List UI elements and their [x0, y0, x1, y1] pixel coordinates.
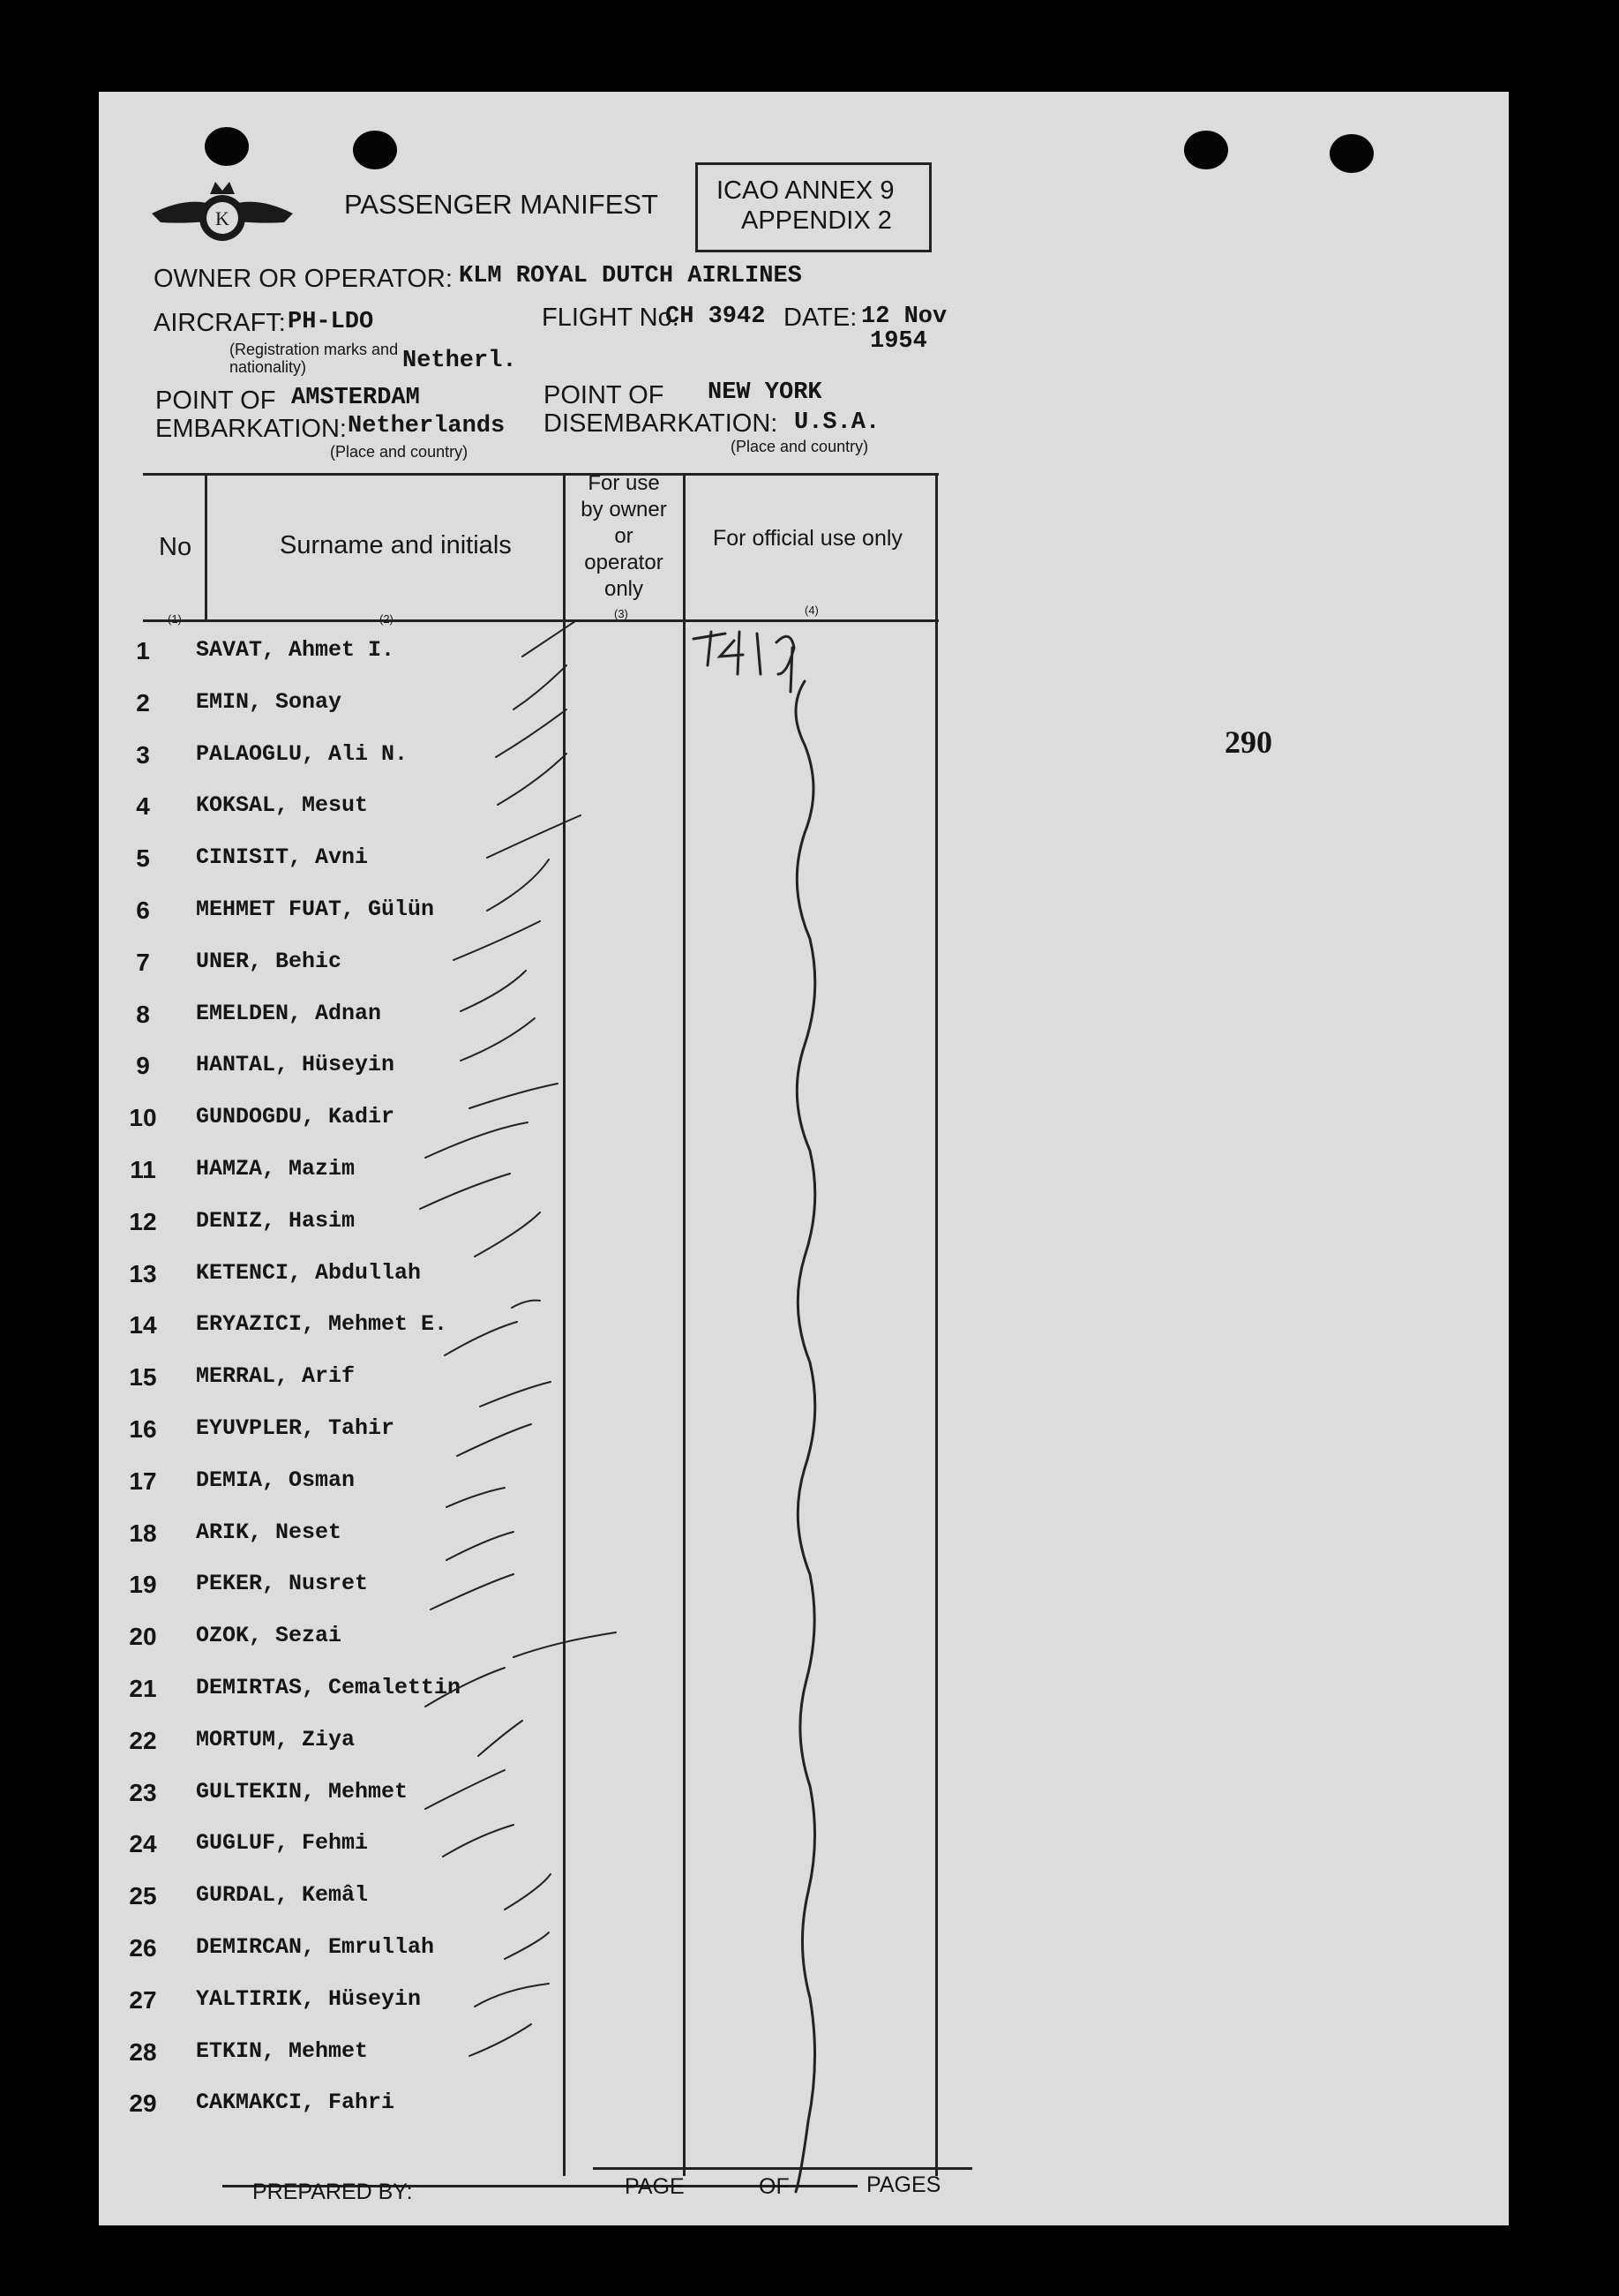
aircraft-label: AIRCRAFT: [154, 309, 286, 337]
table-row [116, 1610, 646, 1662]
passenger-name: DEMIRTAS, Cemalettin [196, 1675, 461, 1700]
passenger-name: KOKSAL, Mesut [196, 792, 369, 819]
row-number: 5 [136, 844, 150, 873]
table-row [116, 1455, 646, 1506]
col-surname-num: (2) [379, 612, 394, 626]
manifest-sheet [99, 92, 1509, 2225]
passenger-name: SAVAT, Ahmet I. [196, 637, 395, 663]
table-row [116, 1196, 646, 1247]
passenger-name: GURDAL, Kemâl [196, 1882, 369, 1909]
passenger-name: OZOK, Sezai [196, 1623, 342, 1649]
date-year: 1954 [870, 328, 927, 355]
passenger-name: PEKER, Nusret [196, 1571, 369, 1597]
flight-value: CH 3942 [665, 304, 766, 330]
icao-annex-line: ICAO ANNEX 9 [716, 176, 895, 205]
passenger-name: HAMZA, Mazim [196, 1156, 356, 1182]
table-row [116, 677, 646, 728]
table-row [116, 1974, 646, 2025]
col-owner-num: (3) [614, 607, 628, 620]
passenger-name: DENIZ, Hasim [196, 1207, 356, 1234]
disembark-label-2: DISEMBARKATION: [543, 409, 778, 438]
row-number: 2 [136, 688, 150, 717]
owner-value: KLM ROYAL DUTCH AIRLINES [459, 263, 802, 289]
row-number: 23 [129, 1778, 157, 1806]
col-no-num: (1) [168, 612, 182, 626]
col-owner-line1: For use [588, 471, 660, 495]
aircraft-note: (Registration marks and nationality) [229, 341, 399, 376]
row-number: 29 [129, 2090, 157, 2118]
owner-label: OWNER OR OPERATOR: [154, 265, 453, 293]
passenger-name: EYUVPLER, Tahir [196, 1415, 395, 1441]
table-row [116, 2026, 646, 2077]
passenger-name: MORTUM, Ziya [196, 1726, 356, 1752]
row-number: 21 [129, 1675, 157, 1702]
date-value: 12 Nov [861, 304, 948, 330]
row-number: 20 [129, 1623, 157, 1651]
table-row [116, 1092, 646, 1143]
passenger-name: YALTIRIK, Hüseyin [196, 1985, 422, 2012]
col-owner-line2: by owner [581, 498, 667, 521]
row-number: 4 [136, 792, 150, 821]
row-number: 12 [129, 1207, 157, 1235]
table-row [116, 1403, 646, 1454]
table-row [116, 1870, 646, 1921]
table-header-rule [143, 619, 939, 622]
passenger-name: HANTAL, Hüseyin [196, 1052, 395, 1078]
passenger-name: ERYAZICI, Mehmet E. [196, 1311, 448, 1338]
icao-appendix-line: APPENDIX 2 [741, 206, 892, 235]
row-number: 9 [136, 1052, 150, 1080]
row-number: 8 [136, 1000, 150, 1028]
aircraft-nationality: Netherl. [402, 348, 517, 374]
table-row [116, 1714, 646, 1766]
col4-right-rule [935, 475, 938, 2176]
svg-text:K: K [215, 207, 229, 229]
col-owner-line4: operator [584, 551, 663, 574]
row-number: 13 [129, 1259, 157, 1287]
table-row [116, 1299, 646, 1350]
table-row [116, 1144, 646, 1195]
embark-place: AMSTERDAM [291, 385, 420, 411]
passenger-name: DEMIA, Osman [196, 1467, 356, 1493]
table-row [116, 884, 646, 935]
stamp-number: 290 [1225, 724, 1272, 760]
passenger-name: EMELDEN, Adnan [196, 1000, 382, 1026]
table-row [116, 1248, 646, 1299]
passenger-name: GULTEKIN, Mehmet [196, 1778, 408, 1805]
table-row [116, 780, 646, 831]
row-number: 24 [129, 1830, 157, 1858]
row-number: 7 [136, 948, 150, 976]
date-label: DATE: [783, 304, 858, 332]
passenger-name: CINISIT, Avni [196, 844, 369, 871]
table-row [116, 1767, 646, 1818]
table-row [116, 1351, 646, 1402]
passenger-name: PALAOGLU, Ali N. [196, 740, 408, 767]
table-row [116, 1558, 646, 1609]
table-row [116, 988, 646, 1039]
row-number: 3 [136, 740, 150, 769]
row-number: 10 [129, 1104, 157, 1132]
row-number: 27 [129, 1985, 157, 2014]
disembark-country: U.S.A. [794, 409, 881, 436]
col3-divider [683, 475, 686, 2176]
embark-country: Netherlands [348, 413, 506, 439]
passenger-name: GUNDOGDU, Kadir [196, 1104, 395, 1130]
table-row [116, 729, 646, 780]
row-number: 11 [130, 1156, 156, 1183]
table-row [116, 2077, 646, 2128]
table-row [116, 1039, 646, 1091]
disembark-label: POINT OF [543, 381, 664, 409]
embark-note: (Place and country) [330, 443, 468, 461]
prepared-by-label: PREPARED BY: [252, 2180, 413, 2204]
punch-hole [1330, 134, 1374, 173]
klm-logo-icon [152, 169, 293, 258]
passenger-name: GUGLUF, Fehmi [196, 1830, 369, 1857]
form-title: PASSENGER MANIFEST [344, 189, 658, 220]
table-row [116, 1818, 646, 1869]
passenger-name: CAKMAKCI, Fahri [196, 2090, 395, 2116]
passenger-name: EMIN, Sonay [196, 688, 342, 715]
table-row [116, 1662, 646, 1714]
footer-rule [593, 2167, 972, 2170]
passenger-name: MERRAL, Arif [196, 1363, 356, 1390]
table-row [116, 1922, 646, 1973]
passenger-name: UNER, Behic [196, 948, 342, 974]
row-number: 22 [129, 1726, 157, 1754]
row-number: 1 [136, 637, 150, 664]
aircraft-value: PH-LDO [288, 309, 374, 335]
row-number: 6 [136, 897, 150, 924]
table-row [116, 625, 646, 676]
punch-hole [353, 131, 397, 169]
row-number: 25 [129, 1882, 157, 1910]
passenger-name: ETKIN, Mehmet [196, 2037, 369, 2064]
col-official-header: For official use only [713, 526, 903, 551]
punch-hole [1184, 131, 1228, 169]
col-owner-line3: or [614, 524, 633, 548]
row-number: 28 [129, 2037, 157, 2066]
table-row [116, 1507, 646, 1558]
embark-label-2: EMBARKATION: [155, 415, 347, 443]
passenger-name: MEHMET FUAT, Gülün [196, 897, 435, 922]
table-row [116, 936, 646, 987]
row-number: 17 [129, 1467, 157, 1495]
row-number: 16 [129, 1415, 157, 1443]
embark-label: POINT OF [155, 386, 276, 415]
col-no-header: No [159, 533, 192, 561]
row-number: 15 [129, 1363, 157, 1392]
passenger-name: KETENCI, Abdullah [196, 1259, 422, 1286]
flight-label: FLIGHT No. [542, 304, 679, 332]
pages-label: PAGES [866, 2172, 941, 2197]
col1-divider [205, 475, 207, 619]
passenger-name: DEMIRCAN, Emrullah [196, 1934, 435, 1960]
row-number: 26 [129, 1934, 157, 1962]
disembark-note: (Place and country) [731, 438, 869, 455]
row-number: 19 [129, 1571, 157, 1599]
col-surname-header: Surname and initials [280, 531, 512, 559]
col-owner-line5: only [603, 577, 644, 601]
page-label: PAGE [625, 2174, 685, 2199]
col-official-num: (4) [805, 604, 819, 617]
row-number: 14 [129, 1311, 157, 1339]
punch-hole [205, 127, 249, 166]
table-top-rule [143, 473, 939, 476]
row-number: 18 [129, 1519, 157, 1547]
table-row [116, 832, 646, 883]
disembark-place: NEW YORK [708, 379, 822, 406]
passenger-name: ARIK, Neset [196, 1519, 342, 1545]
of-label: OF [759, 2174, 790, 2199]
